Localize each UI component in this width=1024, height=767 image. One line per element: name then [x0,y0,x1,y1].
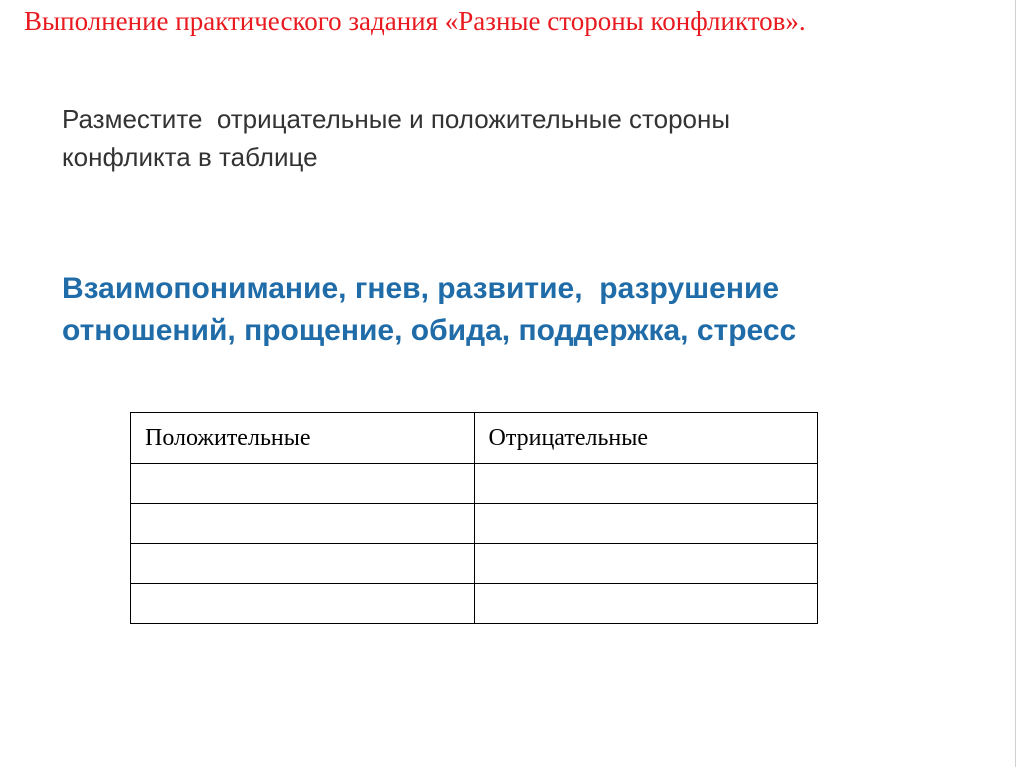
cell-positive[interactable] [131,464,475,504]
cell-positive[interactable] [131,584,475,624]
table-row [131,544,818,584]
cell-negative[interactable] [474,544,818,584]
instruction-line-1: Разместите отрицательные и положительные стороны [62,104,731,134]
header-negative: Отрицательные [474,413,818,464]
cell-positive[interactable] [131,544,475,584]
slide-title: Выполнение практического задания «Разные стороны конфликтов». [24,6,806,36]
table-row [131,504,818,544]
instruction-text [62,100,882,176]
table-row [131,584,818,624]
cell-negative[interactable] [474,504,818,544]
word-list-line-2: отношений, прощение, обида, поддержка, стресс [62,314,797,347]
cell-negative[interactable] [474,584,818,624]
instruction-line-2: конфликта в таблице [62,142,318,172]
table-header-row [131,413,818,464]
word-list-line-1: Взаимопонимание, гнев, развитие, разрушение [62,272,780,305]
header-positive: Положительные [131,413,475,464]
cell-positive[interactable] [131,504,475,544]
answer-table [130,412,818,624]
table-row [131,464,818,504]
cell-negative[interactable] [474,464,818,504]
word-list [62,268,962,352]
